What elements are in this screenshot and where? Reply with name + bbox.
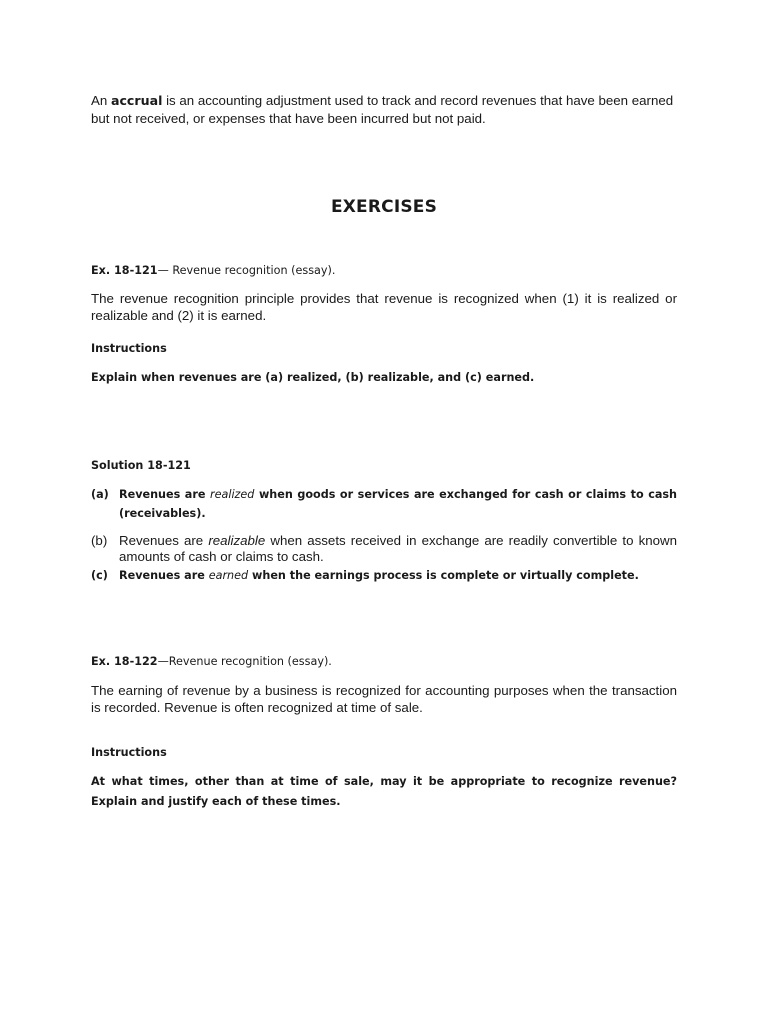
- solution-item-pre: Revenues are: [119, 533, 209, 548]
- solution-item-post: when goods or services are exchanged for cash or claims to cash (receivables).: [119, 488, 678, 520]
- solution-item-label: (c): [91, 569, 108, 582]
- ex-121-body: The revenue recognition principle provides that revenue is recognized when (1) it is realized or realizable and (2) it is earned.: [91, 291, 677, 323]
- solution-item-emphasis: earned: [208, 569, 249, 582]
- solution-item-pre: Revenues are: [119, 488, 210, 501]
- solution-item-label: (b): [91, 533, 108, 548]
- ex-121-title-rest: — Revenue recognition (essay).: [157, 264, 336, 277]
- ex-121-instructions-label: Instructions: [91, 342, 167, 355]
- exercises-heading: EXERCISES: [330, 197, 438, 217]
- solution-item-a: [91, 485, 677, 523]
- intro-term: accrual: [110, 93, 163, 108]
- solution-item-text: [119, 533, 677, 565]
- solution-item-post: when assets received in exchange are readily convertible to known amounts of cash or claims to cash.: [119, 533, 678, 564]
- intro-prefix: An: [91, 93, 111, 108]
- solution-item-label: (a): [91, 488, 109, 501]
- solution-item-emphasis: realized: [210, 488, 255, 501]
- solution-item-pre: Revenues are: [119, 569, 209, 582]
- solution-item-c: [91, 566, 677, 585]
- ex-121-title: [91, 263, 335, 278]
- solution-item-post: when the earnings process is complete or virtually complete.: [248, 569, 639, 582]
- solution-item-text: [119, 485, 677, 523]
- ex-122-number: Ex. 18-122: [91, 655, 158, 668]
- ex-121-instructions-text: Explain when revenues are (a) realized, (b) realizable, and (c) earned.: [91, 371, 535, 384]
- ex-122-body: The earning of revenue by a business is recognized for accounting purposes when the transaction is recorded. Revenue is often recognized at time of sale.: [91, 683, 677, 715]
- ex-122-instructions-label: Instructions: [91, 746, 167, 759]
- ex-122-title: [91, 654, 332, 669]
- ex-121-number: Ex. 18-121: [91, 264, 158, 277]
- solution-item-text: [119, 566, 677, 585]
- intro-paragraph: [91, 92, 691, 128]
- intro-suffix: is an accounting adjustment used to track and record revenues that have been earned but not received, or expenses that have been incurred but not paid.: [91, 93, 674, 126]
- ex-122-instructions-text: At what times, other than at time of sale, may it be appropriate to recognize revenue? Explain and justify each of these times.: [91, 775, 677, 808]
- solution-121-title: Solution 18-121: [91, 459, 191, 472]
- solution-item-emphasis: realizable: [208, 533, 266, 548]
- solution-item-b: [91, 533, 677, 565]
- ex-122-title-rest: —Revenue recognition (essay).: [157, 655, 332, 668]
